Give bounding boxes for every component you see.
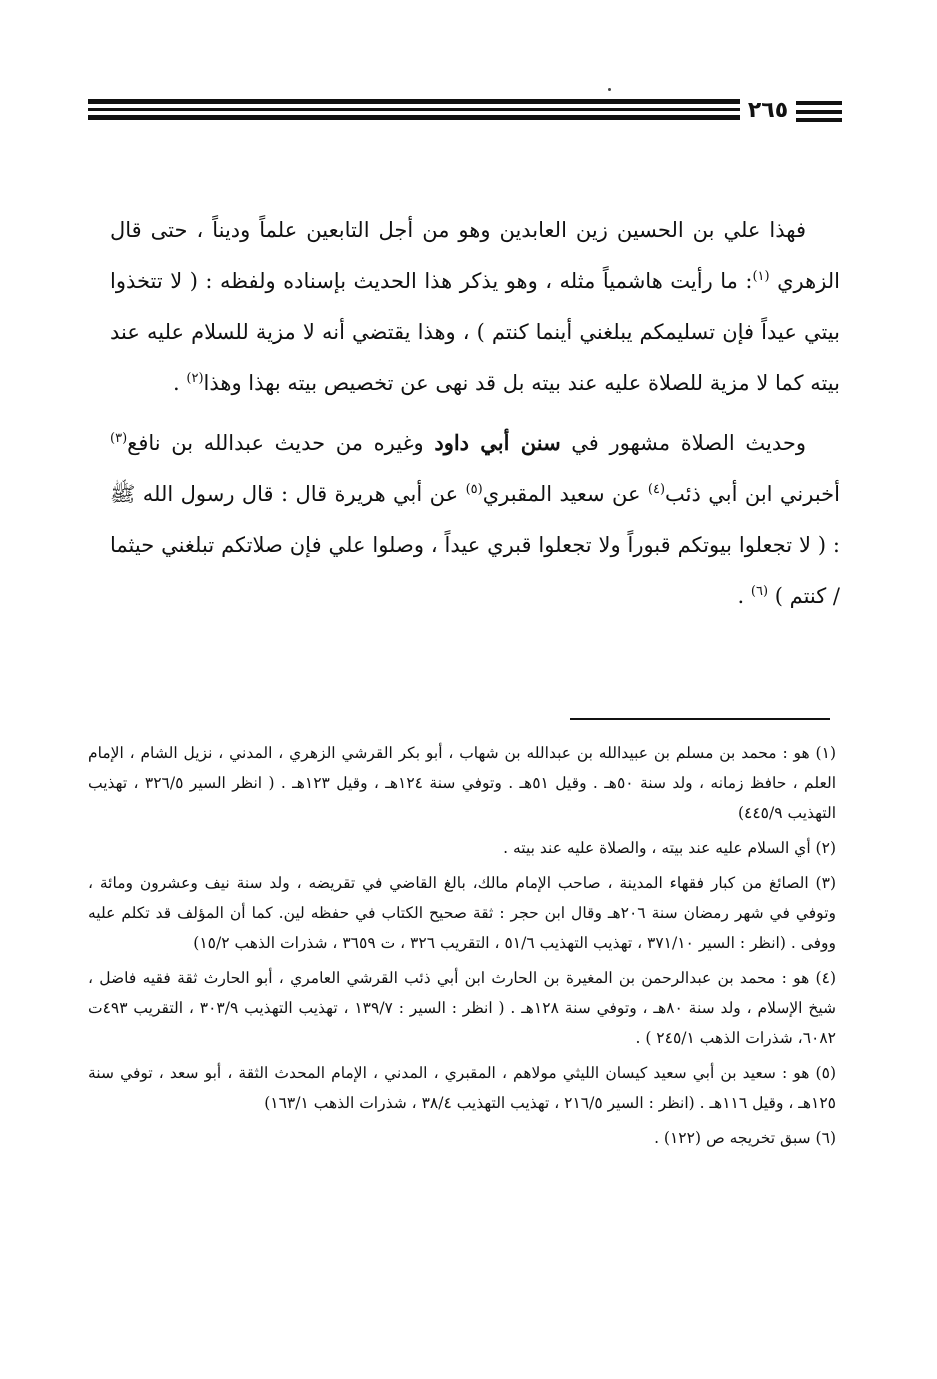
text-run: . <box>737 584 751 608</box>
text-run: فهذا علي بن الحسين زين العابدين وهو من أجل التابعين علماً وديناً ، حتى قال الزهري <box>110 218 841 293</box>
footnote-5: (٥) هو : سعيد بن أبي سعيد كيسان الليثي مولاهم ، المقبري ، المدني ، الإمام المحدث الثقة ، أبو سعد ، توفي سنة ١٢٥هـ ، وقيل ١١٦هـ . (انظر : السير ٢١٦/٥ ، تهذيب التهذيب ٣٨/٤ ، شذرات الذهب ١٦٣/١) <box>88 1064 836 1112</box>
header-rule <box>796 118 842 122</box>
footnote-1: (١) هو : محمد بن مسلم بن عبيدالله بن عبدالله بن شهاب ، أبو بكر القرشي الزهري ، المدني ، نزيل الشام ، الإمام العلم ، حافظ زمانه ، ولد سنة ٥٠هـ . وقيل ٥١هـ . وتوفي سنة ١٢٤هـ ، وقيل ١٢٣هـ . ( انظر السير ٣٢٦/٥ ، تهذيب التهذيب ٤٤٥/٩) <box>88 744 837 822</box>
text-run: عن أبي هريرة قال : قال رسول الله ﷺ : ( لا تجعلوا بيوتكم قبوراً ولا تجعلوا قبري عيداً ، وصلوا علي فإن صلاتكم تبلغني حيثما / كنتم ) <box>110 482 840 608</box>
footnote-separator <box>570 718 830 720</box>
text-run: : ما رأيت هاشمياً مثله ، وهو يذكر هذا الحديث بإسناده ولفظه : ( لا تتخذوا بيتي عيداً فإن تسليمكم يبلغني أينما كنتم ) ، وهذا يقتضي أنه لا مزية للسلام عليه عند بيته كما لا مزية للصلاة عليه عند بيته بل قد نهى عن تخصيص بيته بهذا وهذا <box>110 269 840 395</box>
text-run: وغيره من حديث عبدالله بن نافع <box>127 431 435 455</box>
header-rule <box>88 99 740 104</box>
footnote-ref-5[interactable]: (٥) <box>465 482 483 497</box>
text-run: وحديث الصلاة مشهور في <box>560 431 806 455</box>
footnote-ref-3[interactable]: (٣) <box>110 431 128 446</box>
book-title: سنن أبي داود <box>434 430 561 455</box>
footnote-ref-2[interactable]: (٢) <box>186 371 204 386</box>
text-run: أخبرني ابن أبي ذئب <box>665 482 840 506</box>
header-rule <box>796 110 842 114</box>
header-rule <box>796 101 842 105</box>
main-text <box>110 205 840 622</box>
header-rule <box>88 108 740 111</box>
footnote-2: (٢) أي السلام عليه عند بيته ، والصلاة عليه عند بيته . <box>503 839 836 857</box>
footnotes <box>88 738 836 1158</box>
footnote-ref-4[interactable]: (٤) <box>647 482 666 497</box>
footnote-4: (٤) هو : محمد بن عبدالرحمن بن المغيرة بن الحارث ابن أبي ذئب القرشي العامري ، أبو الحارث ثقة فقيه فاضل ، شيخ الإسلام ، ولد سنة ٨٠هـ ، وتوفي سنة ١٢٨هـ . ( انظر : السير : ١٣٩/٧ ، تهذيب التهذيب ٣٠٣/٩ ، التقريب ٤٩٣ت ٦٠٨٢، شذرات الذهب ٢٤٥/١ ) . <box>88 969 836 1047</box>
page-number: ٢٦٥ <box>747 98 789 123</box>
text-run: . <box>173 371 187 395</box>
header-rule <box>88 115 740 120</box>
paragraph-1 <box>110 205 840 409</box>
footnote-6: (٦) سبق تخريجه ص (١٢٢) . <box>654 1129 836 1147</box>
footnote-3: (٣) الصائغ من كبار فقهاء المدينة ، صاحب الإمام مالك، بالغ القاضي في تقريضه ، ولد سنة نيف وعشرون ومائة ، وتوفي في شهر رمضان سنة ٢٠٦هـ وقال ابن حجر : ثقة صحيح الكتاب في حفظه لين. كما أن المؤلف قد تكلم عليه ووفى . (انظر : السير ٣٧١/١٠ ، تهذيب التهذيب ٥١/٦ ، التقريب ٣٢٦ ، ت ٣٦٥٩ ، شذرات الذهب ١٥/٢) <box>88 874 836 952</box>
paragraph-2 <box>110 417 840 622</box>
footnote-ref-1[interactable]: (١) <box>752 269 770 284</box>
ink-dot <box>608 88 611 91</box>
text-run: عن سعيد المقبري <box>482 482 648 506</box>
footnote-ref-6[interactable]: (٦) <box>750 584 769 599</box>
